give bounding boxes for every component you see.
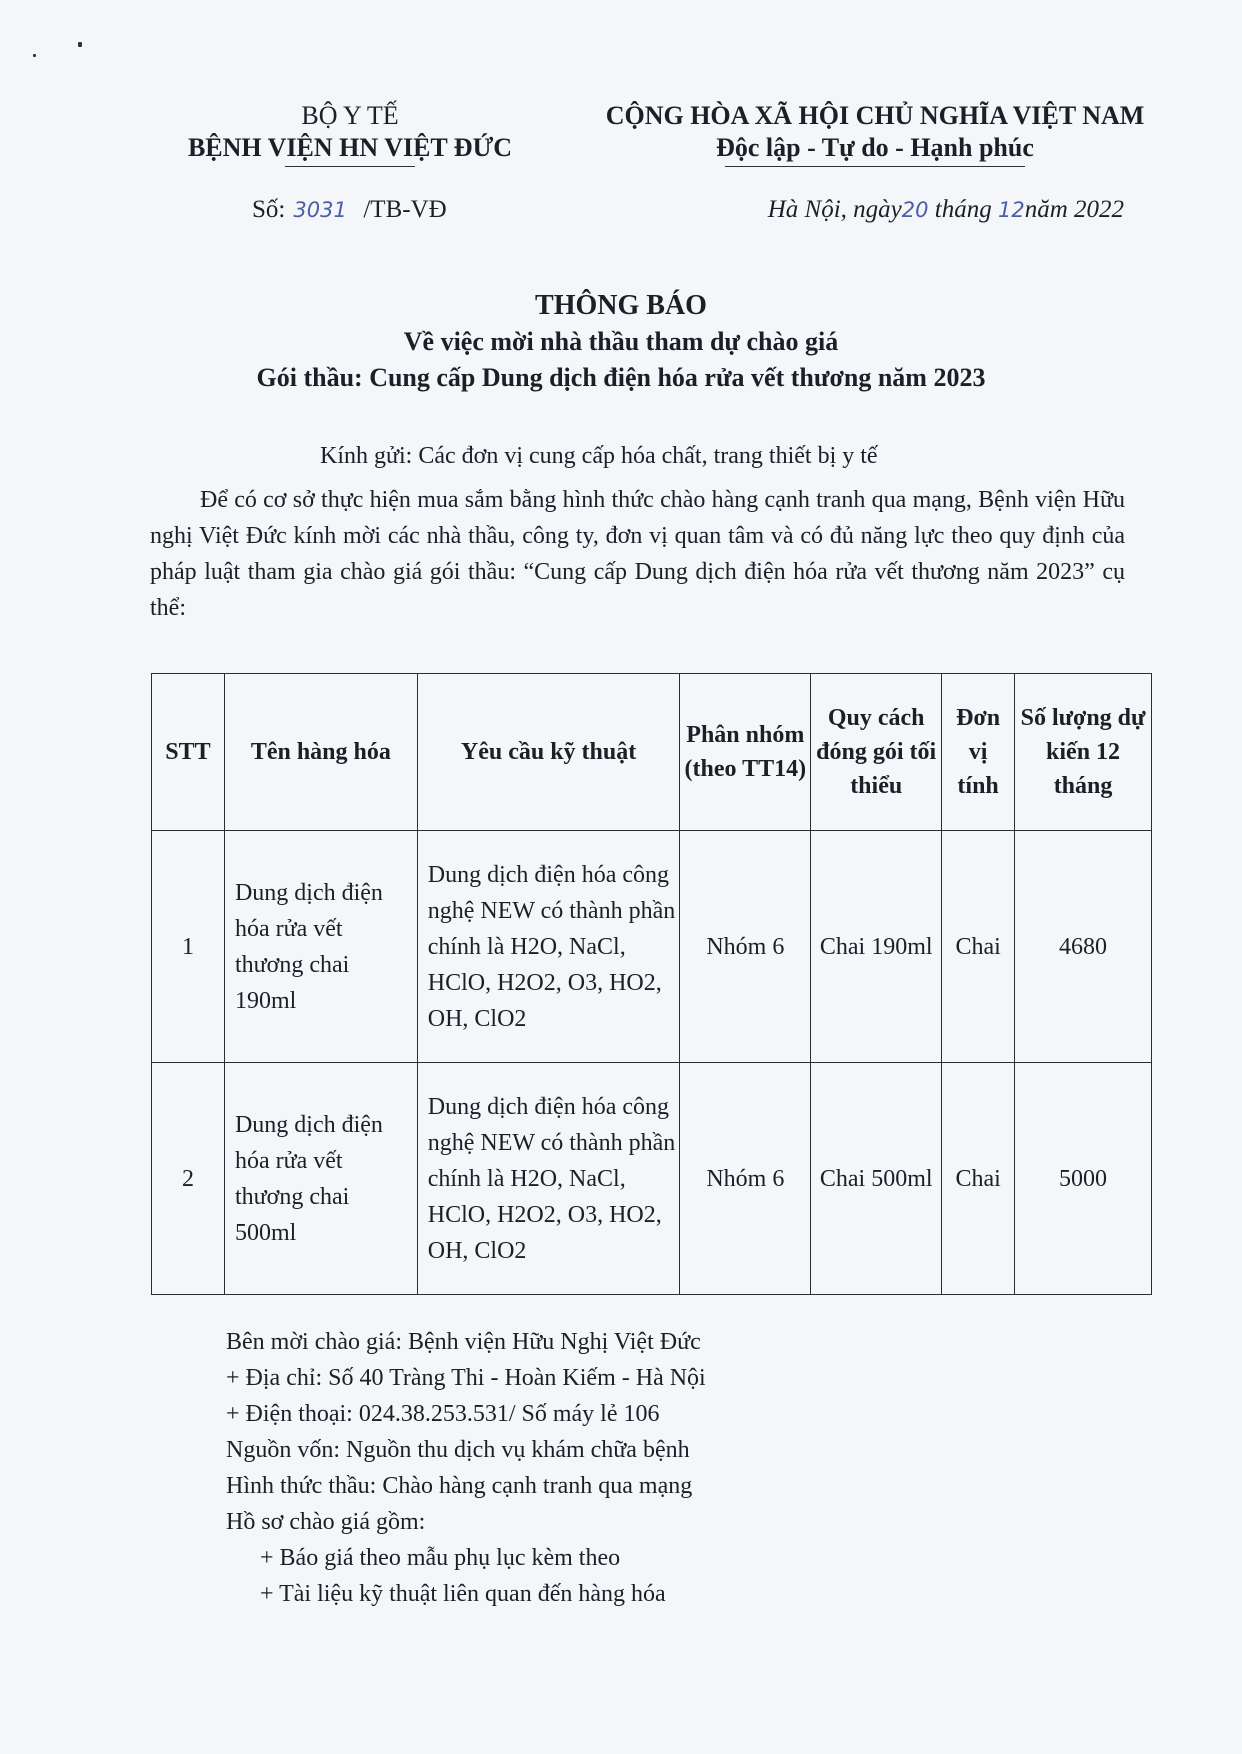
cell-unit: Chai: [942, 1063, 1015, 1295]
cell-group: Nhóm 6: [680, 1063, 811, 1295]
tender-info: [226, 1324, 706, 1612]
address-line: + Địa chỉ: Số 40 Tràng Thi - Hoàn Kiếm - Hà Nội: [226, 1365, 706, 1391]
cell-unit: Chai: [942, 831, 1015, 1063]
header-stt: STT: [152, 674, 225, 831]
header-item-name: Tên hàng hóa: [224, 674, 417, 831]
date-year: năm 2022: [1024, 196, 1124, 223]
handwritten-month: 12: [997, 198, 1025, 222]
number-suffix: /TB-VĐ: [363, 196, 447, 223]
funding-line: Nguồn vốn: Nguồn thu dịch vụ khám chữa bệnh: [226, 1437, 690, 1463]
handwritten-number: 3031: [293, 198, 347, 222]
cell-packing: Chai 190ml: [811, 831, 942, 1063]
motto-underline: [725, 166, 1025, 167]
handwritten-day: 20: [901, 198, 929, 222]
national-motto: Độc lập - Tự do - Hạnh phúc: [716, 133, 1034, 162]
document-number: [252, 196, 447, 224]
header-group: Phân nhóm (theo TT14): [680, 674, 811, 831]
header-technical-spec: Yêu cầu kỹ thuật: [417, 674, 680, 831]
header-unit: Đơn vị tính: [942, 674, 1015, 831]
cell-technical-spec: Dung dịch điện hóa công nghệ NEW có thành phần chính là H2O, NaCl, HClO, H2O2, O3, HO2, OH, ClO2: [417, 831, 680, 1063]
issuing-organization: [170, 100, 530, 167]
method-line: Hình thức thầu: Chào hàng cạnh tranh qua mạng: [226, 1473, 693, 1499]
cell-stt: 2: [152, 1063, 225, 1295]
scan-speck: [78, 42, 82, 47]
cell-group: Nhóm 6: [680, 831, 811, 1063]
docs-item: + Tài liệu kỹ thuật liên quan đến hàng hóa: [260, 1581, 666, 1607]
cell-item-name: Dung dịch điện hóa rửa vết thương chai 500ml: [224, 1063, 417, 1295]
scan-speck: [33, 54, 36, 57]
ministry-name: BỘ Y TẾ: [301, 101, 399, 130]
number-label: Số:: [252, 196, 286, 223]
package-name: Gói thầu: Cung cấp Dung dịch điện hóa rửa vết thương năm 2023: [256, 363, 986, 392]
cell-quantity: 4680: [1015, 831, 1152, 1063]
table-header-row: [152, 674, 1152, 831]
hospital-name: BỆNH VIỆN HN VIỆT ĐỨC: [187, 133, 513, 162]
table-row: [152, 831, 1152, 1063]
date-month-label: tháng: [934, 196, 992, 223]
items-table: [151, 673, 1152, 1295]
table-row: [152, 1063, 1152, 1295]
country-name: CỘNG HÒA XÃ HỘI CHỦ NGHĨA VIỆT NAM: [605, 101, 1145, 130]
phone-line: + Điện thoại: 024.38.253.531/ Số máy lẻ 106: [226, 1401, 660, 1427]
cell-packing: Chai 500ml: [811, 1063, 942, 1295]
cell-stt: 1: [152, 831, 225, 1063]
header-underline: [285, 166, 415, 167]
date-prefix: Hà Nội, ngày: [767, 196, 902, 223]
cell-quantity: 5000: [1015, 1063, 1152, 1295]
intro-paragraph: Để có cơ sở thực hiện mua sắm bằng hình thức chào hàng cạnh tranh qua mạng, Bệnh viện Hữu nghị Việt Đức kính mời các nhà thầu, công ty, đơn vị quan tâm và có đủ năng lực theo quy định của pháp luật tham gia chào giá gói thầu: “Cung cấp Dung dịch điện hóa rửa vết thương năm 2023” cụ thể:: [150, 487, 1125, 621]
cell-technical-spec: Dung dịch điện hóa công nghệ NEW có thành phần chính là H2O, NaCl, HClO, H2O2, O3, HO2, OH, ClO2: [417, 1063, 680, 1295]
issue-date: [768, 196, 1124, 224]
docs-item: + Báo giá theo mẫu phụ lục kèm theo: [260, 1545, 621, 1571]
document-subject: Về việc mời nhà thầu tham dự chào giá: [403, 327, 839, 356]
inviter-line: Bên mời chào giá: Bệnh viện Hữu Nghị Việt Đức: [226, 1329, 701, 1355]
docs-label: Hồ sơ chào giá gồm:: [226, 1509, 426, 1535]
cell-item-name: Dung dịch điện hóa rửa vết thương chai 190ml: [224, 831, 417, 1063]
greeting: Kính gửi: Các đơn vị cung cấp hóa chất, trang thiết bị y tế: [320, 443, 878, 469]
header-packing: Quy cách đóng gói tối thiểu: [811, 674, 942, 831]
document-title: THÔNG BÁO: [535, 290, 707, 321]
header-quantity: Số lượng dự kiến 12 tháng: [1015, 674, 1152, 831]
national-heading: [570, 100, 1180, 167]
